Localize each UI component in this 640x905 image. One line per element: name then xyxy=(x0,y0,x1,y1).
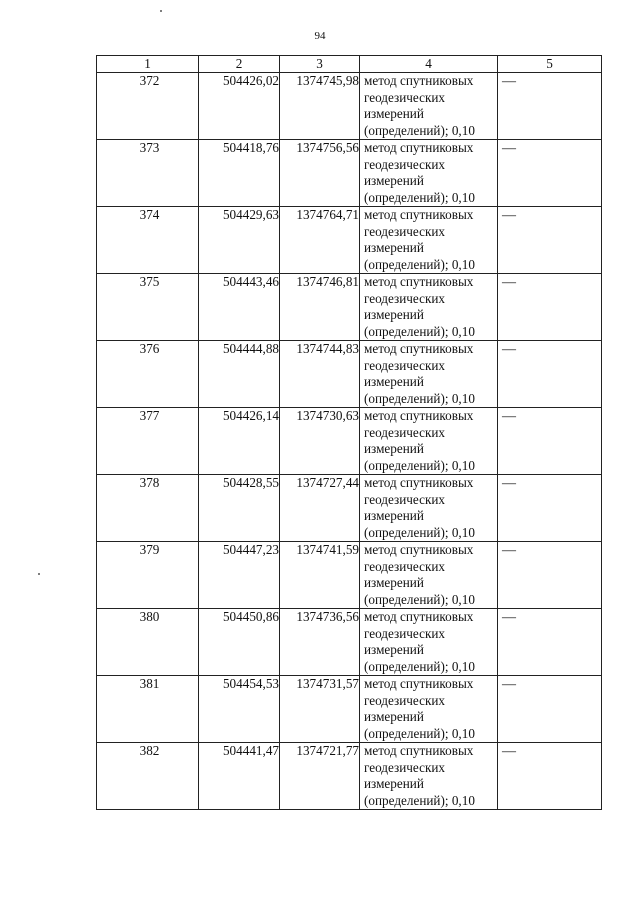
column-header: 3 xyxy=(280,56,360,73)
note-cell xyxy=(498,341,602,408)
method-text: метод спутниковых геодезических измерений (определений); 0,10 xyxy=(364,140,475,205)
y-coordinate-text: 1374745,98 xyxy=(296,73,359,88)
method-text: метод спутниковых геодезических измерений (определений); 0,10 xyxy=(364,743,475,808)
table-row xyxy=(97,609,602,676)
x-coordinate-cell xyxy=(199,140,280,207)
y-coordinate-text: 1374731,57 xyxy=(296,676,359,691)
y-coordinate-text: 1374730,63 xyxy=(296,408,359,423)
method-cell xyxy=(360,341,498,408)
note-cell xyxy=(498,207,602,274)
x-coordinate-cell xyxy=(199,676,280,743)
point-number-text: 375 xyxy=(139,274,160,289)
table-row xyxy=(97,73,602,140)
method-text: метод спутниковых геодезических измерений (определений); 0,10 xyxy=(364,408,475,473)
method-text: метод спутниковых геодезических измерений (определений); 0,10 xyxy=(364,609,475,674)
x-coordinate-cell xyxy=(199,341,280,408)
method-text: метод спутниковых геодезических измерений (определений); 0,10 xyxy=(364,73,475,138)
y-coordinate-cell xyxy=(280,475,360,542)
point-number-text: 373 xyxy=(139,140,160,155)
table-row xyxy=(97,542,602,609)
method-cell xyxy=(360,408,498,475)
note-text: — xyxy=(502,74,516,89)
table-body xyxy=(97,73,602,810)
y-coordinate-text: 1374721,77 xyxy=(296,743,359,758)
column-header: 4 xyxy=(360,56,498,73)
table-row xyxy=(97,140,602,207)
method-cell xyxy=(360,475,498,542)
point-number-cell xyxy=(97,73,199,140)
y-coordinate-cell xyxy=(280,207,360,274)
note-text: — xyxy=(502,342,516,357)
x-coordinate-text: 504426,14 xyxy=(222,408,279,423)
point-number-cell xyxy=(97,140,199,207)
x-coordinate-text: 504428,55 xyxy=(222,475,279,490)
x-coordinate-text: 504447,23 xyxy=(222,542,279,557)
scan-speck xyxy=(38,573,40,575)
note-cell xyxy=(498,140,602,207)
x-coordinate-cell xyxy=(199,408,280,475)
point-number-cell xyxy=(97,341,199,408)
x-coordinate-cell xyxy=(199,73,280,140)
note-cell xyxy=(498,475,602,542)
page-number: 94 xyxy=(314,30,326,42)
point-number-text: 382 xyxy=(139,743,160,758)
note-cell xyxy=(498,542,602,609)
y-coordinate-cell xyxy=(280,542,360,609)
y-coordinate-text: 1374736,56 xyxy=(296,609,359,624)
note-text: — xyxy=(502,208,516,223)
x-coordinate-text: 504450,86 xyxy=(222,609,279,624)
y-coordinate-text: 1374764,71 xyxy=(296,207,359,222)
note-cell xyxy=(498,609,602,676)
note-text: — xyxy=(502,275,516,290)
method-text: метод спутниковых геодезических измерений (определений); 0,10 xyxy=(364,274,475,339)
note-text: — xyxy=(502,677,516,692)
point-number-text: 374 xyxy=(139,207,160,222)
point-number-text: 372 xyxy=(139,73,160,88)
note-text: — xyxy=(502,141,516,156)
x-coordinate-text: 504444,88 xyxy=(222,341,279,356)
method-text: метод спутниковых геодезических измерений (определений); 0,10 xyxy=(364,676,475,741)
point-number-text: 380 xyxy=(139,609,160,624)
x-coordinate-text: 504454,53 xyxy=(222,676,279,691)
x-coordinate-cell xyxy=(199,207,280,274)
method-cell xyxy=(360,743,498,810)
y-coordinate-cell xyxy=(280,609,360,676)
method-cell xyxy=(360,274,498,341)
x-coordinate-cell xyxy=(199,609,280,676)
point-number-cell xyxy=(97,408,199,475)
y-coordinate-cell xyxy=(280,73,360,140)
y-coordinate-cell xyxy=(280,274,360,341)
y-coordinate-text: 1374756,56 xyxy=(296,140,359,155)
table-row xyxy=(97,207,602,274)
note-cell xyxy=(498,408,602,475)
x-coordinate-cell xyxy=(199,743,280,810)
x-coordinate-text: 504429,63 xyxy=(222,207,279,222)
scan-speck xyxy=(160,10,162,12)
y-coordinate-text: 1374741,59 xyxy=(296,542,359,557)
column-header: 2 xyxy=(199,56,280,73)
note-text: — xyxy=(502,744,516,759)
method-text: метод спутниковых геодезических измерений (определений); 0,10 xyxy=(364,542,475,607)
y-coordinate-text: 1374727,44 xyxy=(296,475,359,490)
x-coordinate-cell xyxy=(199,542,280,609)
y-coordinate-text: 1374746,81 xyxy=(296,274,359,289)
note-cell xyxy=(498,743,602,810)
table-header-row xyxy=(97,56,602,73)
note-text: — xyxy=(502,409,516,424)
y-coordinate-cell xyxy=(280,676,360,743)
table-row xyxy=(97,274,602,341)
method-cell xyxy=(360,207,498,274)
point-number-cell xyxy=(97,542,199,609)
note-text: — xyxy=(502,476,516,491)
point-number-cell xyxy=(97,475,199,542)
point-number-text: 378 xyxy=(139,475,160,490)
x-coordinate-text: 504418,76 xyxy=(222,140,279,155)
y-coordinate-cell xyxy=(280,743,360,810)
note-cell xyxy=(498,73,602,140)
note-text: — xyxy=(502,610,516,625)
method-cell xyxy=(360,542,498,609)
method-text: метод спутниковых геодезических измерений (определений); 0,10 xyxy=(364,207,475,272)
y-coordinate-cell xyxy=(280,408,360,475)
point-number-cell xyxy=(97,743,199,810)
point-number-text: 377 xyxy=(139,408,160,423)
table-row xyxy=(97,743,602,810)
note-cell xyxy=(498,676,602,743)
point-number-text: 376 xyxy=(139,341,160,356)
method-text: метод спутниковых геодезических измерений (определений); 0,10 xyxy=(364,341,475,406)
method-cell xyxy=(360,73,498,140)
column-header: 1 xyxy=(97,56,199,73)
x-coordinate-text: 504426,02 xyxy=(222,73,279,88)
coordinates-table xyxy=(96,55,602,810)
y-coordinate-cell xyxy=(280,140,360,207)
point-number-cell xyxy=(97,676,199,743)
point-number-text: 381 xyxy=(139,676,160,691)
method-cell xyxy=(360,609,498,676)
method-text: метод спутниковых геодезических измерений (определений); 0,10 xyxy=(364,475,475,540)
table-row xyxy=(97,341,602,408)
x-coordinate-cell xyxy=(199,475,280,542)
note-text: — xyxy=(502,543,516,558)
point-number-text: 379 xyxy=(139,542,160,557)
point-number-cell xyxy=(97,207,199,274)
x-coordinate-text: 504441,47 xyxy=(222,743,279,758)
method-cell xyxy=(360,676,498,743)
table-row xyxy=(97,408,602,475)
table-row xyxy=(97,676,602,743)
y-coordinate-text: 1374744,83 xyxy=(296,341,359,356)
x-coordinate-text: 504443,46 xyxy=(222,274,279,289)
column-header: 5 xyxy=(498,56,602,73)
note-cell xyxy=(498,274,602,341)
table-row xyxy=(97,475,602,542)
y-coordinate-cell xyxy=(280,341,360,408)
x-coordinate-cell xyxy=(199,274,280,341)
method-cell xyxy=(360,140,498,207)
point-number-cell xyxy=(97,274,199,341)
point-number-cell xyxy=(97,609,199,676)
